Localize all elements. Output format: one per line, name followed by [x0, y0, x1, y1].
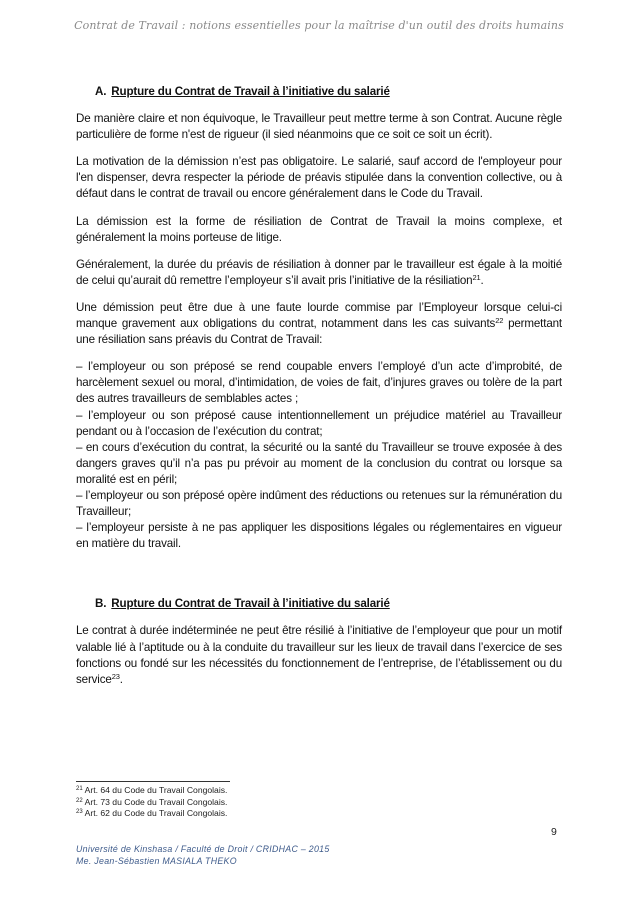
paragraph: Généralement, la durée du préavis de résiliation à donner par le travailleur est égale à la moitié de celui qu’aurait dû remettre l’employeur s’il avait pris l’initiative de la résiliation$^{21}$. [76, 257, 562, 287]
footnote-reference[interactable]: 22 [495, 316, 504, 326]
list-item: – l’employeur persiste à ne pas appliquer les dispositions légales ou réglementaires en vigueur en matière du travail. [76, 521, 562, 551]
footnote: $^{23}$ Art. 62 du Code du Travail Congolais. [76, 808, 228, 819]
list-item: – l’employeur ou son préposé opère indûment des réductions ou retenues sur la rémunération du Travailleur; [76, 488, 562, 519]
paragraph: Le contrat à durée indéterminée ne peut être résilié à l’initiative de l’employeur que pour un motif valable lié à l’aptitude ou à la conduite du travailleur sur les lieux de travail dans l’exercice de ses fonctions ou fondé sur les nécessités du fonctionnement de l’entreprise, de l’établissement ou du service$^{23}$. [76, 624, 562, 686]
section-a-heading [95, 84, 562, 100]
footer-institution: Université de Kinshasa / Faculté de Droit / CRIDHAC – 2015 [76, 844, 330, 854]
paragraph: La démission est la forme de résiliation de Contrat de Travail la moins complexe, et généralement la moins porteuse de litige. [76, 214, 562, 244]
section-b-title: Rupture du Contrat de Travail à l’initiative du salarié [111, 597, 390, 611]
footer-author: Me. Jean-Sébastien MASIALA THEKO [76, 855, 237, 866]
list-item: – en cours d’exécution du contrat, la sécurité ou la santé du Travailleur se trouve exposée à des dangers graves qu’il n’a pas pu prévoir au moment de la conclusion du contrat ou lorsque sa moralité est en péril; [76, 440, 562, 486]
paragraph: De manière claire et non équivoque, le Travailleur peut mettre terme à son Contrat. Aucune règle particulière de forme n'est de rigueur (il sied néanmoins que ce soit ce soit un écrit). [76, 112, 562, 142]
page-footer [76, 844, 330, 867]
footnote-separator [76, 781, 230, 782]
grounds-list [76, 359, 562, 552]
section-spacer [76, 552, 562, 596]
footnote: $^{22}$ Art. 73 du Code du Travail Congolais. [76, 796, 228, 807]
running-header: Contrat de Travail : notions essentielles pour la maîtrise d'un outil des droits humains [74, 19, 564, 32]
footnote-reference[interactable]: 23 [111, 671, 120, 681]
footnotes [76, 785, 227, 820]
page-body [76, 84, 562, 699]
paragraph: Une démission peut être due à une faute lourde commise par l’Employeur lorsque celui-ci manque gravement aux obligations du contrat, notamment dans les cas suivants$^{22}$ permettant une résiliation sans préavis du Contrat de Travail: [76, 300, 562, 347]
page-number: 9 [551, 826, 557, 838]
paragraph: La motivation de la démission n’est pas obligatoire. Le salarié, sauf accord de l'employeur pour l'en dispenser, devra respecter la période de préavis stipulée dans la convention collective, ou à défaut dans le contrat de travail ou encore généralement dans le Code du Travail. [76, 155, 562, 201]
list-item: – l’employeur ou son préposé cause intentionnellement un préjudice matériel au Travailleur pendant ou à l’occasion de l’exécution du contrat; [76, 408, 562, 438]
section-b-letter: B. [95, 597, 107, 611]
section-b-heading [95, 596, 562, 612]
section-a-letter: A. [95, 85, 107, 98]
list-item: – l’employeur ou son préposé se rend coupable envers l’employé d’un acte d’improbité, de harcèlement sexuel ou moral, d’intimidation, de voies de fait, d’injures graves ou tolère de la part des autres travailleurs de semblables actes ; [76, 360, 562, 406]
footnote: $^{21}$ Art. 64 du Code du Travail Congolais. [76, 785, 228, 795]
section-a-title: Rupture du Contrat de Travail à l’initiative du salarié [111, 85, 390, 98]
footnote-reference[interactable]: 21 [472, 272, 481, 282]
